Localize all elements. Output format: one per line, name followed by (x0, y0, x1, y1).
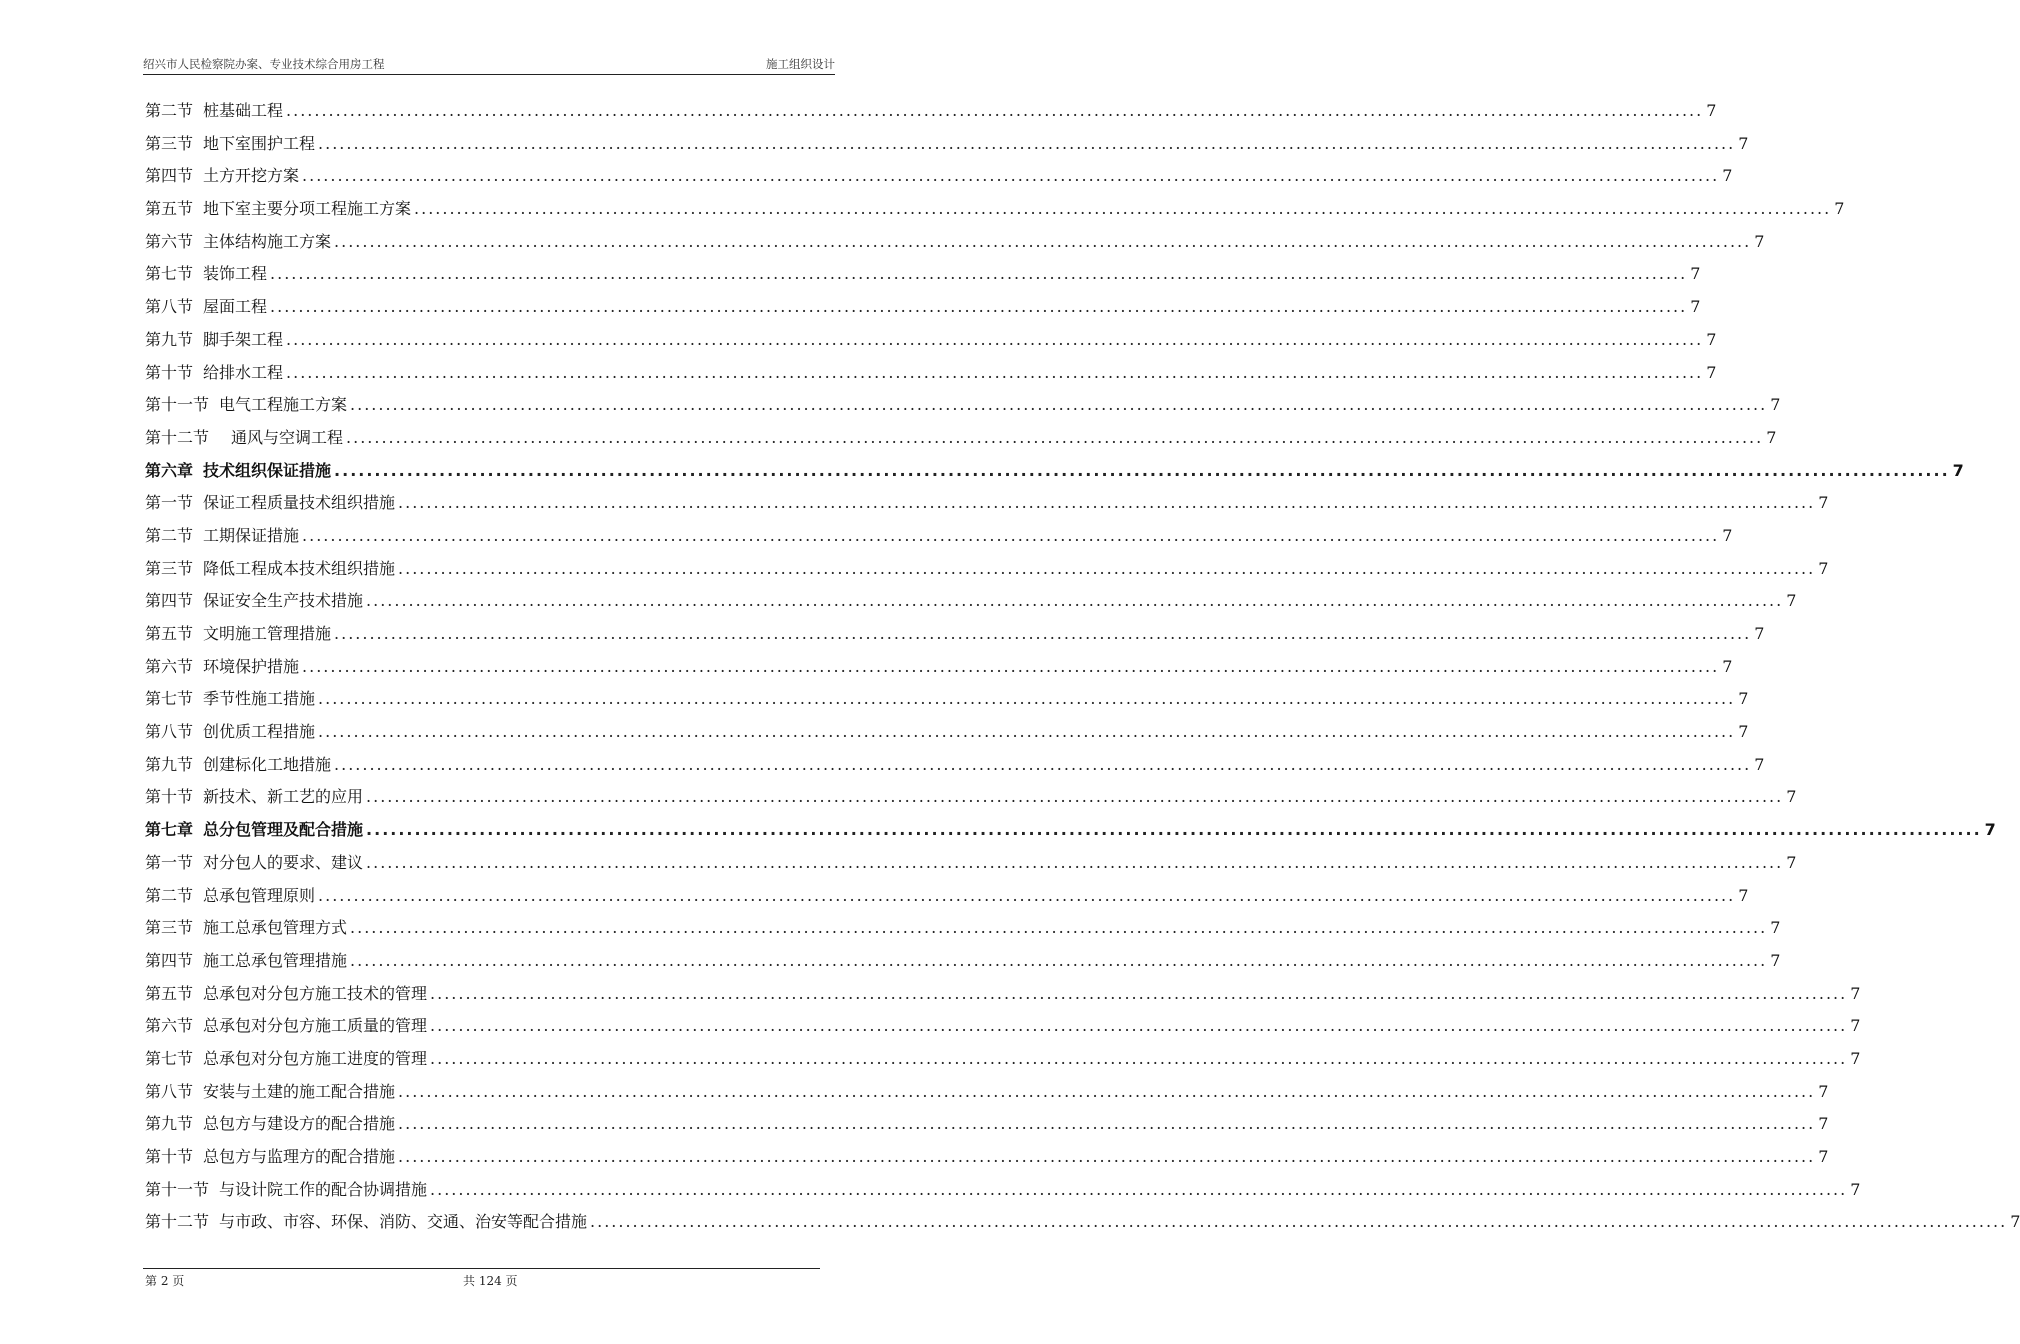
toc-entry-number: 第六节 (145, 231, 194, 251)
toc-section-entry[interactable] (145, 98, 1717, 131)
toc-dot-leader: ........................................................................................................................................................................................................ (302, 166, 1720, 186)
toc-dot-leader: ........................................................................................................................................................................................................ (318, 885, 1736, 905)
toc-dot-leader: ........................................................................................................................................................................................................ (366, 852, 1784, 872)
toc-section-entry[interactable] (145, 1177, 1861, 1210)
toc-entry-page: 7 (1818, 1081, 1829, 1101)
toc-dot-leader: ........................................................................................................................................................................................................ (286, 362, 1704, 382)
toc-entry-page: 7 (1754, 231, 1765, 251)
toc-entry-title: 地下室围护工程 (203, 133, 316, 153)
toc-entry-title: 总承包管理原则 (203, 885, 316, 905)
toc-entry-number: 第六章 (145, 460, 194, 480)
toc-section-entry[interactable] (145, 1144, 1829, 1177)
header-document-type: 施工组织设计 (766, 57, 835, 71)
toc-chapter-entry[interactable] (145, 458, 1964, 491)
toc-entry-page: 7 (1818, 1114, 1829, 1134)
toc-entry-number: 第十节 (145, 787, 194, 807)
toc-entry-title: 总承包对分包方施工技术的管理 (203, 983, 428, 1003)
toc-entry-page: 7 (1706, 362, 1717, 382)
toc-entry-title: 装饰工程 (203, 264, 268, 284)
toc-dot-leader: ........................................................................................................................................................................................................ (350, 395, 1768, 415)
toc-entry-page: 7 (1690, 264, 1701, 284)
toc-dot-leader: ........................................................................................................................................................................................................ (286, 101, 1704, 120)
toc-dot-leader: ........................................................................................................................................................................................................ (430, 1048, 1848, 1068)
toc-entry-title: 季节性施工措施 (203, 689, 316, 709)
toc-section-entry[interactable] (145, 490, 1829, 523)
toc-dot-leader: ........................................................................................................................................................................................................ (334, 624, 1752, 643)
toc-entry-title: 总包方与建设方的配合措施 (203, 1114, 396, 1134)
toc-dot-leader: ........................................................................................................................................................................................................ (398, 1081, 1816, 1101)
toc-section-entry[interactable] (145, 229, 1765, 262)
toc-section-entry[interactable] (145, 163, 1733, 196)
toc-dot-leader: ........................................................................................................................................................................................................ (398, 493, 1816, 513)
toc-entry-title: 总包方与监理方的配合措施 (203, 1147, 396, 1166)
toc-entry-page: 7 (1786, 852, 1797, 872)
toc-entry-page: 7 (1818, 558, 1829, 578)
toc-section-entry[interactable] (145, 131, 1749, 164)
toc-entry-title: 总承包对分包方施工质量的管理 (203, 1016, 428, 1036)
toc-section-entry[interactable] (145, 425, 1777, 458)
header-project-title: 绍兴市人民检察院办案、专业技术综合用房工程 (143, 57, 385, 71)
toc-section-entry[interactable] (145, 654, 1733, 687)
toc-section-entry[interactable] (145, 588, 1797, 621)
toc-entry-title: 土方开挖方案 (203, 166, 300, 186)
toc-entry-number: 第三节 (145, 558, 194, 578)
toc-entry-number: 第三节 (145, 918, 194, 938)
table-of-contents (145, 98, 2020, 1242)
toc-section-entry[interactable] (145, 261, 1701, 294)
toc-entry-page: 7 (1738, 885, 1749, 905)
toc-entry-number: 第三节 (145, 133, 194, 153)
toc-section-entry[interactable] (145, 1209, 2020, 1242)
toc-entry-title: 工期保证措施 (203, 525, 300, 545)
toc-section-entry[interactable] (145, 1079, 1829, 1112)
toc-entry-number: 第四节 (145, 166, 194, 186)
toc-entry-page: 7 (1818, 1147, 1829, 1166)
toc-entry-title: 环境保护措施 (203, 656, 300, 676)
toc-dot-leader: ........................................................................................................................................................................................................ (270, 297, 1688, 317)
toc-entry-number: 第七节 (145, 264, 194, 284)
toc-entry-page: 7 (1850, 983, 1861, 1003)
toc-entry-number: 第八节 (145, 1081, 194, 1101)
footer-page-number: 第 2 页 (145, 1274, 185, 1288)
toc-section-entry[interactable] (145, 523, 1733, 556)
toc-entry-page: 7 (1770, 918, 1781, 938)
toc-section-entry[interactable] (145, 850, 1797, 883)
toc-entry-number: 第五节 (145, 624, 194, 643)
toc-entry-page: 7 (1738, 133, 1749, 153)
toc-entry-number: 第十节 (145, 1147, 194, 1166)
toc-entry-title: 新技术、新工艺的应用 (203, 787, 364, 807)
toc-dot-leader: ........................................................................................................................................................................................................ (270, 264, 1688, 284)
toc-entry-number: 第七节 (145, 1048, 194, 1068)
toc-entry-title: 文明施工管理措施 (203, 624, 332, 643)
toc-dot-leader: ........................................................................................................................................................................................................ (350, 918, 1768, 938)
toc-dot-leader: ........................................................................................................................................................................................................ (398, 1147, 1816, 1166)
toc-entry-number: 第十一节 (145, 1179, 210, 1199)
toc-entry-page: 7 (1818, 493, 1829, 513)
toc-entry-number: 第九节 (145, 754, 194, 774)
toc-entry-title: 创建标化工地措施 (203, 754, 332, 774)
toc-section-entry[interactable] (145, 752, 1765, 785)
toc-entry-title: 地下室主要分项工程施工方案 (203, 199, 412, 219)
toc-entry-title: 与设计院工作的配合协调措施 (219, 1179, 428, 1199)
toc-dot-leader: ........................................................................................................................................................................................................ (334, 460, 1950, 480)
footer-total-pages: 共 124 页 (463, 1274, 518, 1288)
toc-entry-number: 第十二节 (145, 427, 210, 447)
toc-entry-number: 第二节 (145, 525, 194, 545)
page-footer (143, 1268, 820, 1289)
page-header (143, 56, 835, 75)
toc-entry-page: 7 (1850, 1179, 1861, 1199)
toc-entry-number: 第二节 (145, 101, 194, 120)
toc-entry-number: 第六节 (145, 656, 194, 676)
toc-dot-leader: ........................................................................................................................................................................................................ (366, 787, 1784, 807)
toc-entry-page: 7 (1738, 689, 1749, 709)
toc-dot-leader: ........................................................................................................................................................................................................ (366, 591, 1784, 611)
toc-entry-page: 7 (1766, 427, 1777, 447)
toc-dot-leader: ........................................................................................................................................................................................................ (346, 427, 1764, 447)
toc-section-entry[interactable] (145, 621, 1765, 654)
toc-entry-page: 7 (1834, 199, 1845, 219)
toc-entry-title: 主体结构施工方案 (203, 231, 332, 251)
toc-entry-page: 7 (1754, 754, 1765, 774)
toc-dot-leader: ........................................................................................................................................................................................................ (334, 754, 1752, 774)
toc-dot-leader: ........................................................................................................................................................................................................ (414, 199, 1832, 219)
toc-entry-number: 第十二节 (145, 1212, 210, 1232)
toc-section-entry[interactable] (145, 719, 1749, 752)
toc-dot-leader: ........................................................................................................................................................................................................ (398, 558, 1816, 578)
toc-entry-page: 7 (1770, 950, 1781, 970)
toc-section-entry[interactable] (145, 1111, 1829, 1144)
toc-entry-number: 第七节 (145, 689, 194, 709)
toc-entry-title: 保证工程质量技术组织措施 (203, 493, 396, 513)
toc-dot-leader: ........................................................................................................................................................................................................ (430, 1016, 1848, 1036)
toc-entry-title: 安装与土建的施工配合措施 (203, 1081, 396, 1101)
toc-section-entry[interactable] (145, 1013, 1861, 1046)
toc-dot-leader: ........................................................................................................................................................................................................ (318, 722, 1736, 742)
toc-entry-number: 第九节 (145, 329, 194, 349)
toc-entry-number: 第一节 (145, 493, 194, 513)
toc-chapter-entry[interactable] (145, 817, 1996, 850)
toc-entry-page: 7 (1722, 656, 1733, 676)
toc-entry-title: 屋面工程 (203, 297, 268, 317)
toc-entry-page: 7 (1754, 624, 1765, 643)
toc-entry-title: 对分包人的要求、建议 (203, 852, 364, 872)
toc-dot-leader: ........................................................................................................................................................................................................ (318, 689, 1736, 709)
toc-entry-number: 第八节 (145, 722, 194, 742)
toc-entry-page: 7 (1722, 166, 1733, 186)
toc-section-entry[interactable] (145, 196, 1845, 229)
toc-dot-leader: ........................................................................................................................................................................................................ (302, 656, 1720, 676)
toc-dot-leader: ........................................................................................................................................................................................................ (430, 983, 1848, 1003)
toc-dot-leader: ........................................................................................................................................................................................................ (366, 820, 1982, 840)
toc-entry-page: 7 (1690, 297, 1701, 317)
toc-dot-leader: ........................................................................................................................................................................................................ (430, 1179, 1848, 1199)
toc-section-entry[interactable] (145, 784, 1797, 817)
toc-dot-leader: ........................................................................................................................................................................................................ (286, 329, 1704, 349)
toc-entry-number: 第九节 (145, 1114, 194, 1134)
toc-section-entry[interactable] (145, 686, 1749, 719)
toc-entry-number: 第七章 (145, 820, 194, 840)
toc-section-entry[interactable] (145, 556, 1829, 589)
toc-section-entry[interactable] (145, 360, 1717, 393)
toc-section-entry[interactable] (145, 327, 1717, 360)
toc-entry-page: 7 (1722, 525, 1733, 545)
toc-entry-number: 第八节 (145, 297, 194, 317)
toc-dot-leader: ........................................................................................................................................................................................................ (334, 231, 1752, 251)
toc-entry-number: 第四节 (145, 591, 194, 611)
toc-entry-title: 创优质工程措施 (203, 722, 316, 742)
toc-entry-number: 第二节 (145, 885, 194, 905)
toc-section-entry[interactable] (145, 1046, 1861, 1079)
toc-entry-title: 电气工程施工方案 (219, 395, 348, 415)
toc-dot-leader: ........................................................................................................................................................................................................ (398, 1114, 1816, 1134)
toc-dot-leader: ........................................................................................................................................................................................................ (590, 1212, 2008, 1232)
toc-entry-number: 第一节 (145, 852, 194, 872)
toc-entry-title: 桩基础工程 (203, 101, 284, 120)
toc-section-entry[interactable] (145, 294, 1701, 327)
toc-section-entry[interactable] (145, 948, 1781, 981)
toc-entry-page: 7 (1770, 395, 1781, 415)
toc-entry-title: 通风与空调工程 (231, 427, 344, 447)
toc-dot-leader: ........................................................................................................................................................................................................ (302, 525, 1720, 545)
toc-section-entry[interactable] (145, 883, 1749, 916)
toc-entry-title: 脚手架工程 (203, 329, 284, 349)
toc-entry-page: 7 (1706, 101, 1717, 120)
toc-entry-page: 7 (1850, 1048, 1861, 1068)
toc-section-entry[interactable] (145, 981, 1861, 1014)
toc-entry-number: 第十节 (145, 362, 194, 382)
toc-entry-title: 技术组织保证措施 (203, 460, 332, 480)
toc-entry-number: 第五节 (145, 199, 194, 219)
toc-entry-page: 7 (1984, 820, 1996, 840)
toc-entry-title: 保证安全生产技术措施 (203, 591, 364, 611)
toc-entry-title: 施工总承包管理方式 (203, 918, 348, 938)
toc-entry-page: 7 (1706, 329, 1717, 349)
toc-entry-number: 第四节 (145, 950, 194, 970)
toc-entry-page: 7 (1952, 460, 1964, 480)
toc-section-entry[interactable] (145, 392, 1781, 425)
toc-entry-page: 7 (2010, 1212, 2020, 1232)
toc-entry-page: 7 (1738, 722, 1749, 742)
toc-dot-leader: ........................................................................................................................................................................................................ (350, 950, 1768, 970)
toc-entry-page: 7 (1786, 787, 1797, 807)
toc-entry-title: 总承包对分包方施工进度的管理 (203, 1048, 428, 1068)
toc-section-entry[interactable] (145, 915, 1781, 948)
toc-entry-title: 降低工程成本技术组织措施 (203, 558, 396, 578)
toc-entry-title: 与市政、市容、环保、消防、交通、治安等配合措施 (219, 1212, 588, 1232)
toc-entry-number: 第六节 (145, 1016, 194, 1036)
toc-entry-number: 第十一节 (145, 395, 210, 415)
toc-entry-title: 给排水工程 (203, 362, 284, 382)
toc-entry-title: 总分包管理及配合措施 (203, 820, 364, 840)
toc-entry-title: 施工总承包管理措施 (203, 950, 348, 970)
toc-entry-page: 7 (1850, 1016, 1861, 1036)
toc-dot-leader: ........................................................................................................................................................................................................ (318, 133, 1736, 153)
toc-entry-number: 第五节 (145, 983, 194, 1003)
toc-entry-page: 7 (1786, 591, 1797, 611)
